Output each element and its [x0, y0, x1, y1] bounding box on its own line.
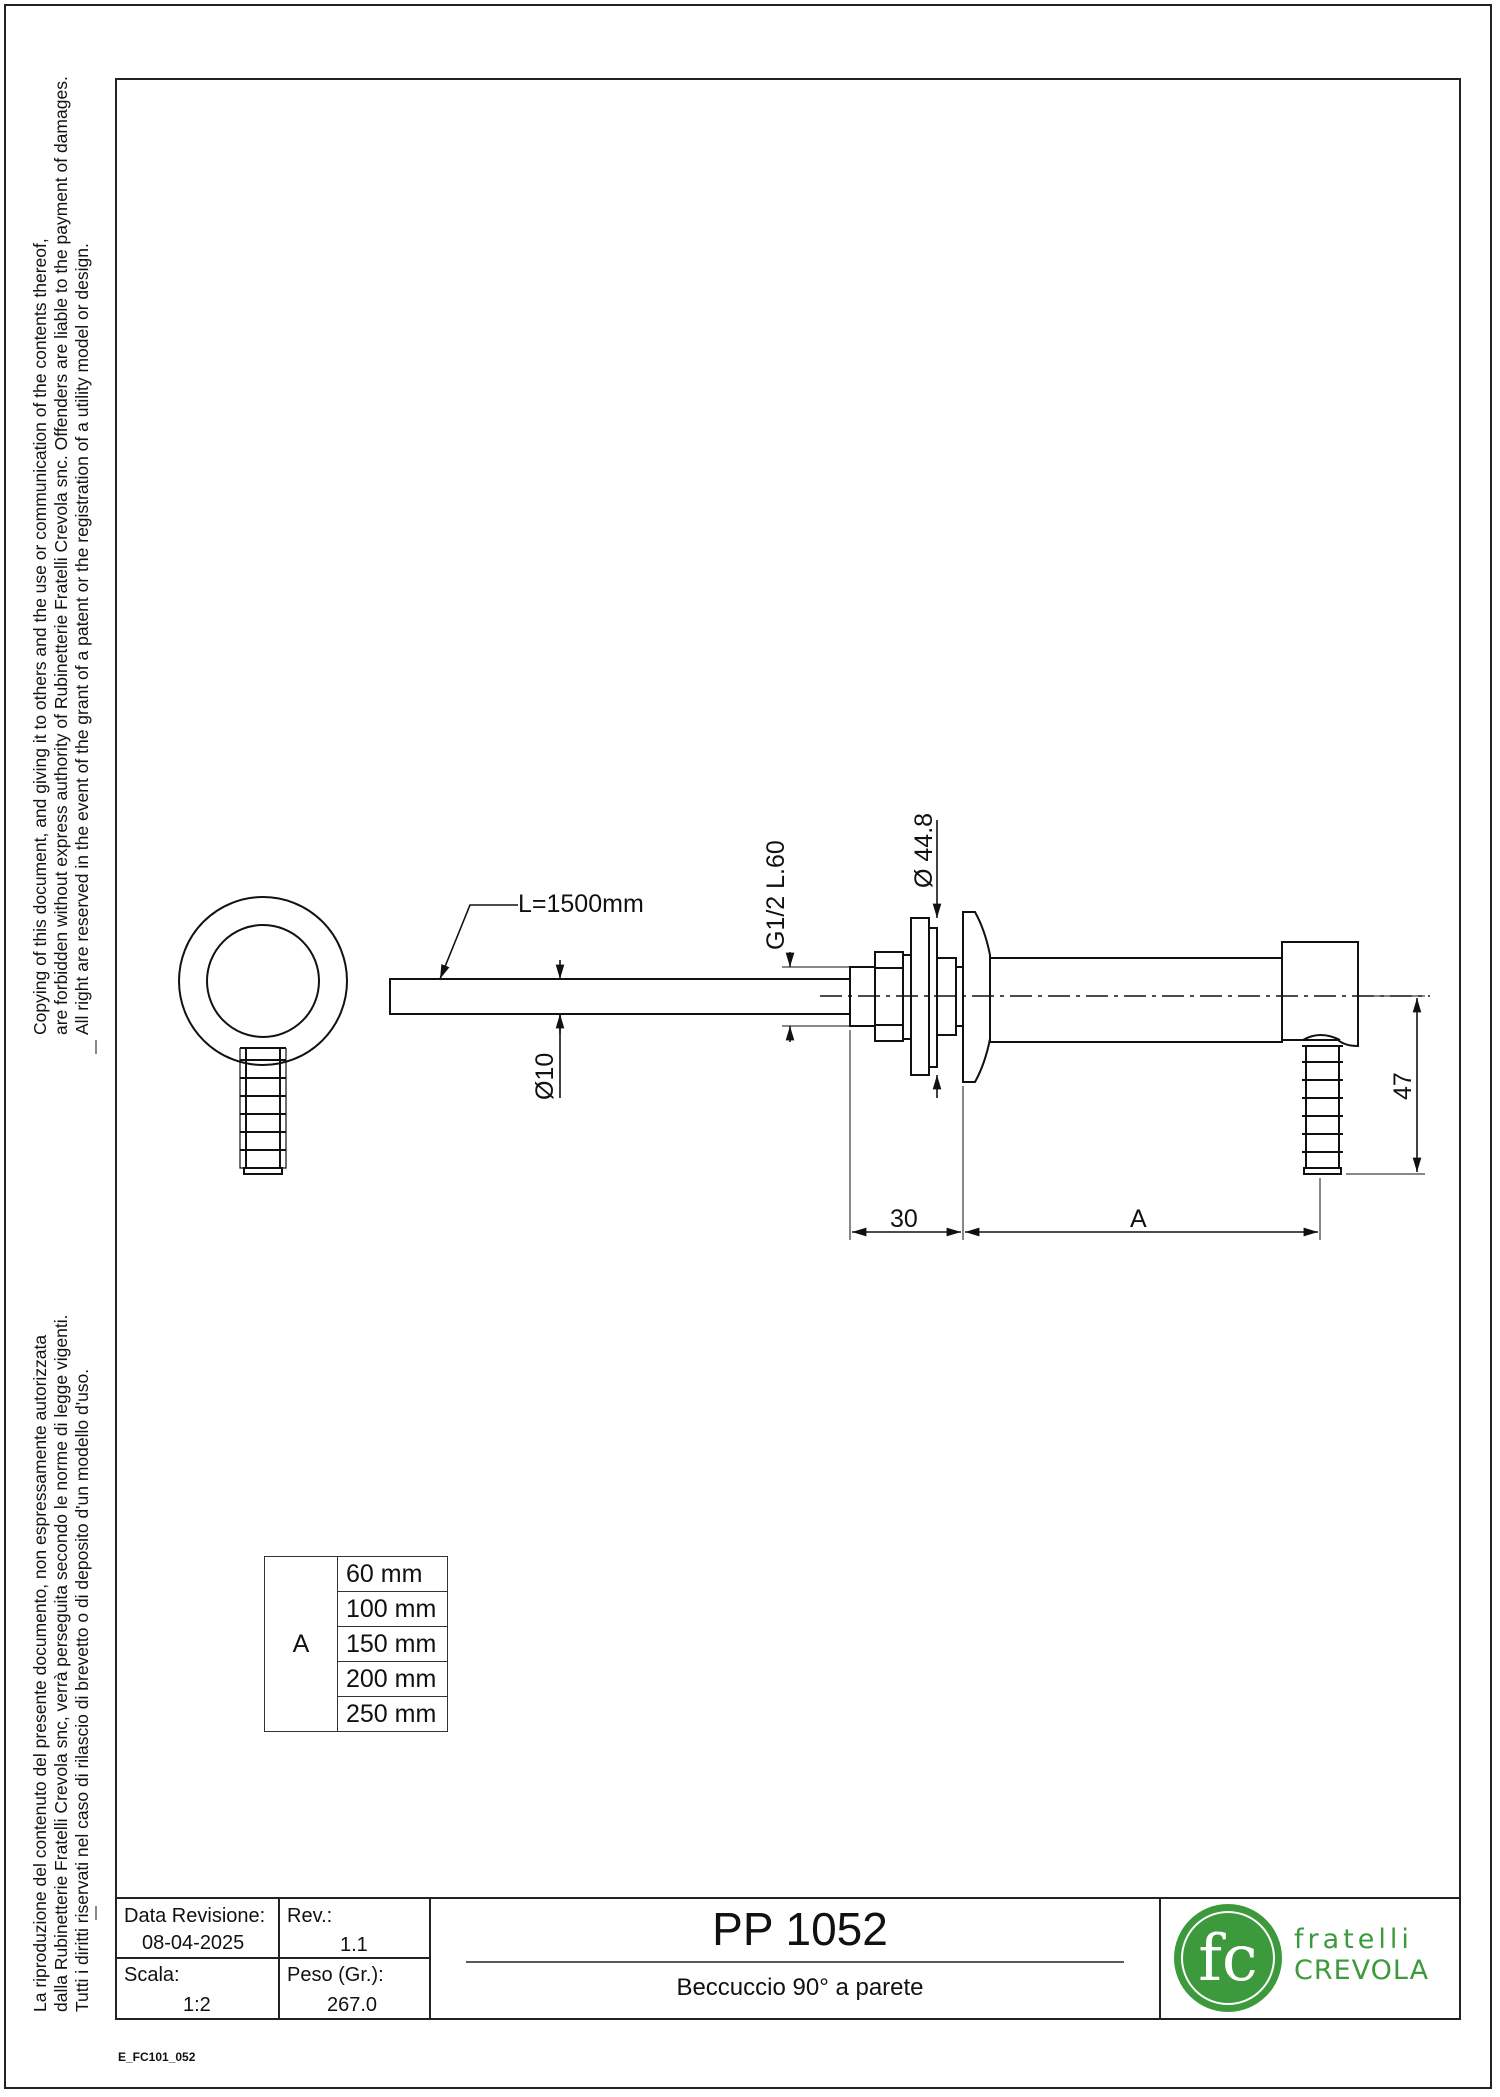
side-view: [179, 897, 347, 1174]
tube-diameter-label: Ø10: [531, 1052, 559, 1100]
weight-value: 267.0: [327, 1994, 378, 2016]
flange-diameter-label: Ø 44.8: [910, 812, 938, 888]
logo-monogram: fc: [1198, 1922, 1258, 1996]
a-table-value: 200 mm: [338, 1662, 448, 1697]
hose-tube: [390, 979, 850, 1014]
notice-line: All right are reserved in the event of the grant of a patent or the registration of a utility model or design.: [72, 243, 92, 1035]
thread-label: G1/2 L.60: [762, 840, 790, 950]
spout-body: [990, 942, 1358, 1174]
notice-line: Copying of this document, and giving it to others and the use or communication of the contents thereof,: [30, 238, 50, 1035]
a-table-value: 150 mm: [338, 1627, 448, 1662]
a-table-value: 250 mm: [338, 1697, 448, 1732]
hose-length-label: L=1500mm: [518, 890, 644, 918]
logo-line1: fratelli: [1294, 1924, 1413, 1955]
notice-line: dalla Rubinetterie Fratelli Crevola snc, verrà perseguita secondo le norme di legge vigenti.: [51, 1314, 71, 2012]
notice-line: La riproduzione del contenuto del presente documento, non espressamente autorizzata: [30, 1334, 50, 2012]
hose-length-leader: [440, 905, 518, 979]
revision-date-value: 08-04-2025: [142, 1932, 245, 1954]
a-values-table: [264, 1556, 448, 1732]
part-description: Beccuccio 90° a parete: [676, 1974, 924, 2001]
scale-value: 1:2: [183, 1994, 211, 2016]
a-table-label: A: [265, 1557, 338, 1732]
body-length-label: 30: [890, 1205, 918, 1233]
file-code: E_FC101_052: [118, 2050, 196, 2064]
outlet-height-label: 47: [1389, 1072, 1417, 1100]
rev-label: Rev.:: [287, 1905, 333, 1927]
logo-line2: CREVOLA: [1294, 1955, 1430, 1986]
a-table-value: 100 mm: [338, 1592, 448, 1627]
rev-value: 1.1: [340, 1934, 368, 1956]
variable-length-label: A: [1130, 1205, 1147, 1233]
part-code: PP 1052: [712, 1903, 888, 1955]
scale-label: Scala:: [124, 1964, 180, 1986]
logo-mark: [1174, 1904, 1282, 2012]
fitting-assembly: [850, 912, 990, 1082]
notice-line: Tutti i diritti riservati nel caso di rilascio di brevetto o di deposito d'un modello d'uso.: [72, 1368, 92, 2012]
notice-line: are forbidden without express authority of Rubinetterie Fratelli Crevola snc. Offenders are liable to the payment of damages.: [51, 76, 71, 1035]
weight-label: Peso (Gr.):: [287, 1964, 384, 1986]
revision-date-label: Data Revisione:: [124, 1905, 266, 1927]
a-table-value: 60 mm: [338, 1557, 448, 1592]
